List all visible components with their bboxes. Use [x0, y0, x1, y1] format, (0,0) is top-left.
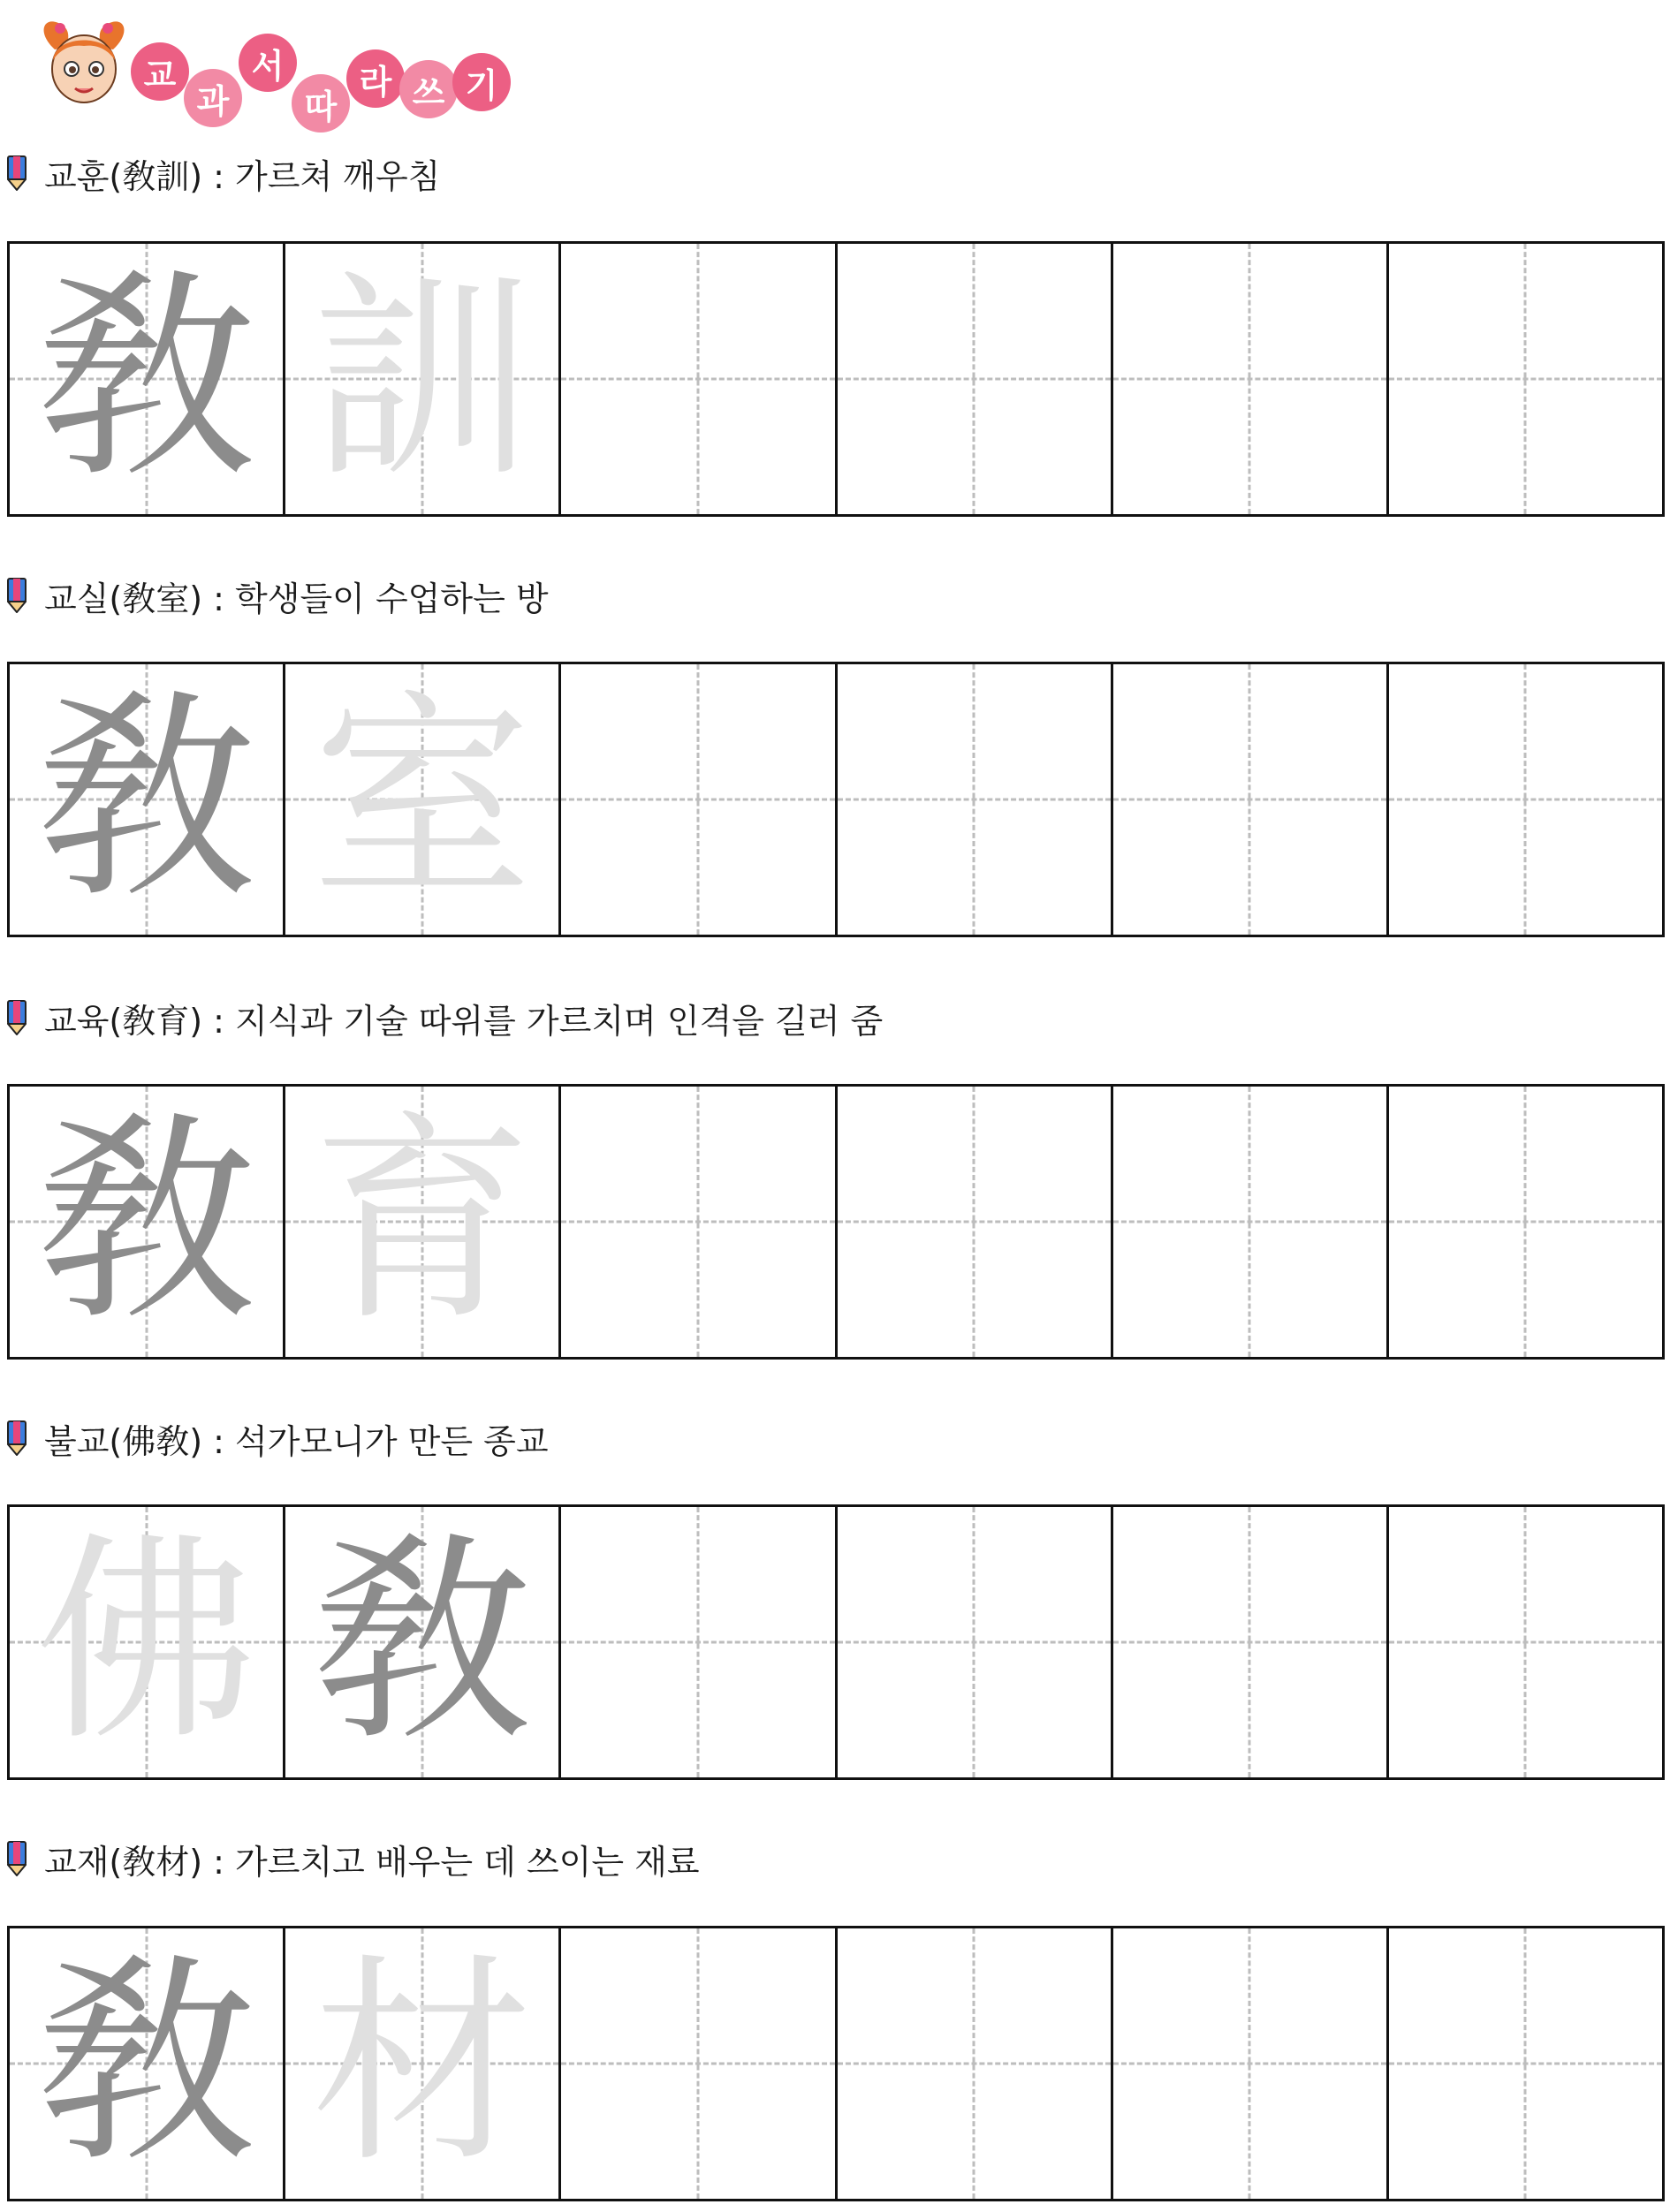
writing-grid	[7, 1926, 1665, 2201]
faded-trace-character: 材	[311, 1935, 533, 2192]
trace-character: 敎	[35, 1935, 257, 2192]
pencil-icon	[7, 1420, 27, 1456]
guide-cell	[10, 664, 285, 935]
writing-cell[interactable]	[1389, 244, 1662, 514]
faded-trace-character: 室	[311, 670, 533, 928]
title-bubble: 따	[292, 74, 350, 133]
pencil-icon	[7, 1000, 27, 1035]
writing-cell[interactable]	[1389, 664, 1662, 935]
faded-trace-character: 佛	[35, 1513, 257, 1770]
entry-heading-text: 교재(敎材) : 가르치고 배우는 데 쓰이는 재료	[44, 1842, 700, 1882]
pencil-icon	[7, 1841, 27, 1876]
faded-trace-character: 訓	[311, 250, 533, 507]
guide-cell	[10, 1087, 285, 1357]
entry-heading-text: 불교(佛敎) : 석가모니가 만든 종교	[44, 1421, 549, 1461]
title-bubble: 라	[346, 49, 405, 108]
writing-cell[interactable]	[1113, 1928, 1389, 2199]
writing-cell[interactable]	[561, 1087, 837, 1357]
writing-cell[interactable]	[838, 1087, 1113, 1357]
writing-cell[interactable]	[1389, 1507, 1662, 1777]
writing-cell[interactable]	[1113, 244, 1389, 514]
title-banner	[27, 5, 498, 126]
writing-cell[interactable]	[1113, 1087, 1389, 1357]
writing-cell[interactable]	[1113, 1507, 1389, 1777]
writing-grid	[7, 1084, 1665, 1360]
writing-cell[interactable]	[561, 1928, 837, 2199]
guide-cell	[10, 244, 285, 514]
entry-heading	[7, 993, 883, 1042]
guide-cell	[285, 244, 561, 514]
writing-cell[interactable]	[838, 1928, 1113, 2199]
writing-cell[interactable]	[838, 244, 1113, 514]
writing-grid	[7, 1504, 1665, 1780]
trace-character: 敎	[311, 1513, 533, 1770]
guide-cell	[285, 664, 561, 935]
writing-cell[interactable]	[1113, 664, 1389, 935]
title-bubble: 쓰	[399, 60, 458, 118]
writing-cell[interactable]	[561, 244, 837, 514]
trace-character: 敎	[35, 250, 257, 507]
guide-cell	[285, 1087, 561, 1357]
girl-mascot-icon	[35, 14, 133, 111]
guide-cell	[285, 1928, 561, 2199]
writing-cell[interactable]	[1389, 1087, 1662, 1357]
writing-cell[interactable]	[838, 1507, 1113, 1777]
faded-trace-character: 育	[311, 1093, 533, 1350]
trace-character: 敎	[35, 1093, 257, 1350]
writing-cell[interactable]	[561, 664, 837, 935]
entry-heading-text: 교실(敎室) : 학생들이 수업하는 방	[44, 579, 549, 618]
trace-character: 敎	[35, 670, 257, 928]
guide-cell	[10, 1928, 285, 2199]
title-bubble: 기	[452, 53, 511, 111]
entry-heading-text: 교육(敎育) : 지식과 기술 따위를 가르치며 인격을 길러 줌	[44, 1001, 884, 1041]
writing-grid	[7, 241, 1665, 517]
title-bubble: 과	[184, 69, 242, 127]
title-bubble: 교	[131, 42, 189, 101]
entry-heading	[7, 1413, 549, 1463]
writing-cell[interactable]	[838, 664, 1113, 935]
writing-grid	[7, 662, 1665, 937]
entry-heading	[7, 1834, 700, 1883]
guide-cell	[10, 1507, 285, 1777]
guide-cell	[285, 1507, 561, 1777]
entry-heading-text: 교훈(敎訓) : 가르쳐 깨우침	[44, 156, 441, 196]
title-bubble: 서	[239, 34, 297, 92]
writing-cell[interactable]	[561, 1507, 837, 1777]
writing-cell[interactable]	[1389, 1928, 1662, 2199]
pencil-icon	[7, 155, 27, 191]
pencil-icon	[7, 578, 27, 613]
entry-heading	[7, 571, 549, 620]
entry-heading	[7, 148, 440, 198]
